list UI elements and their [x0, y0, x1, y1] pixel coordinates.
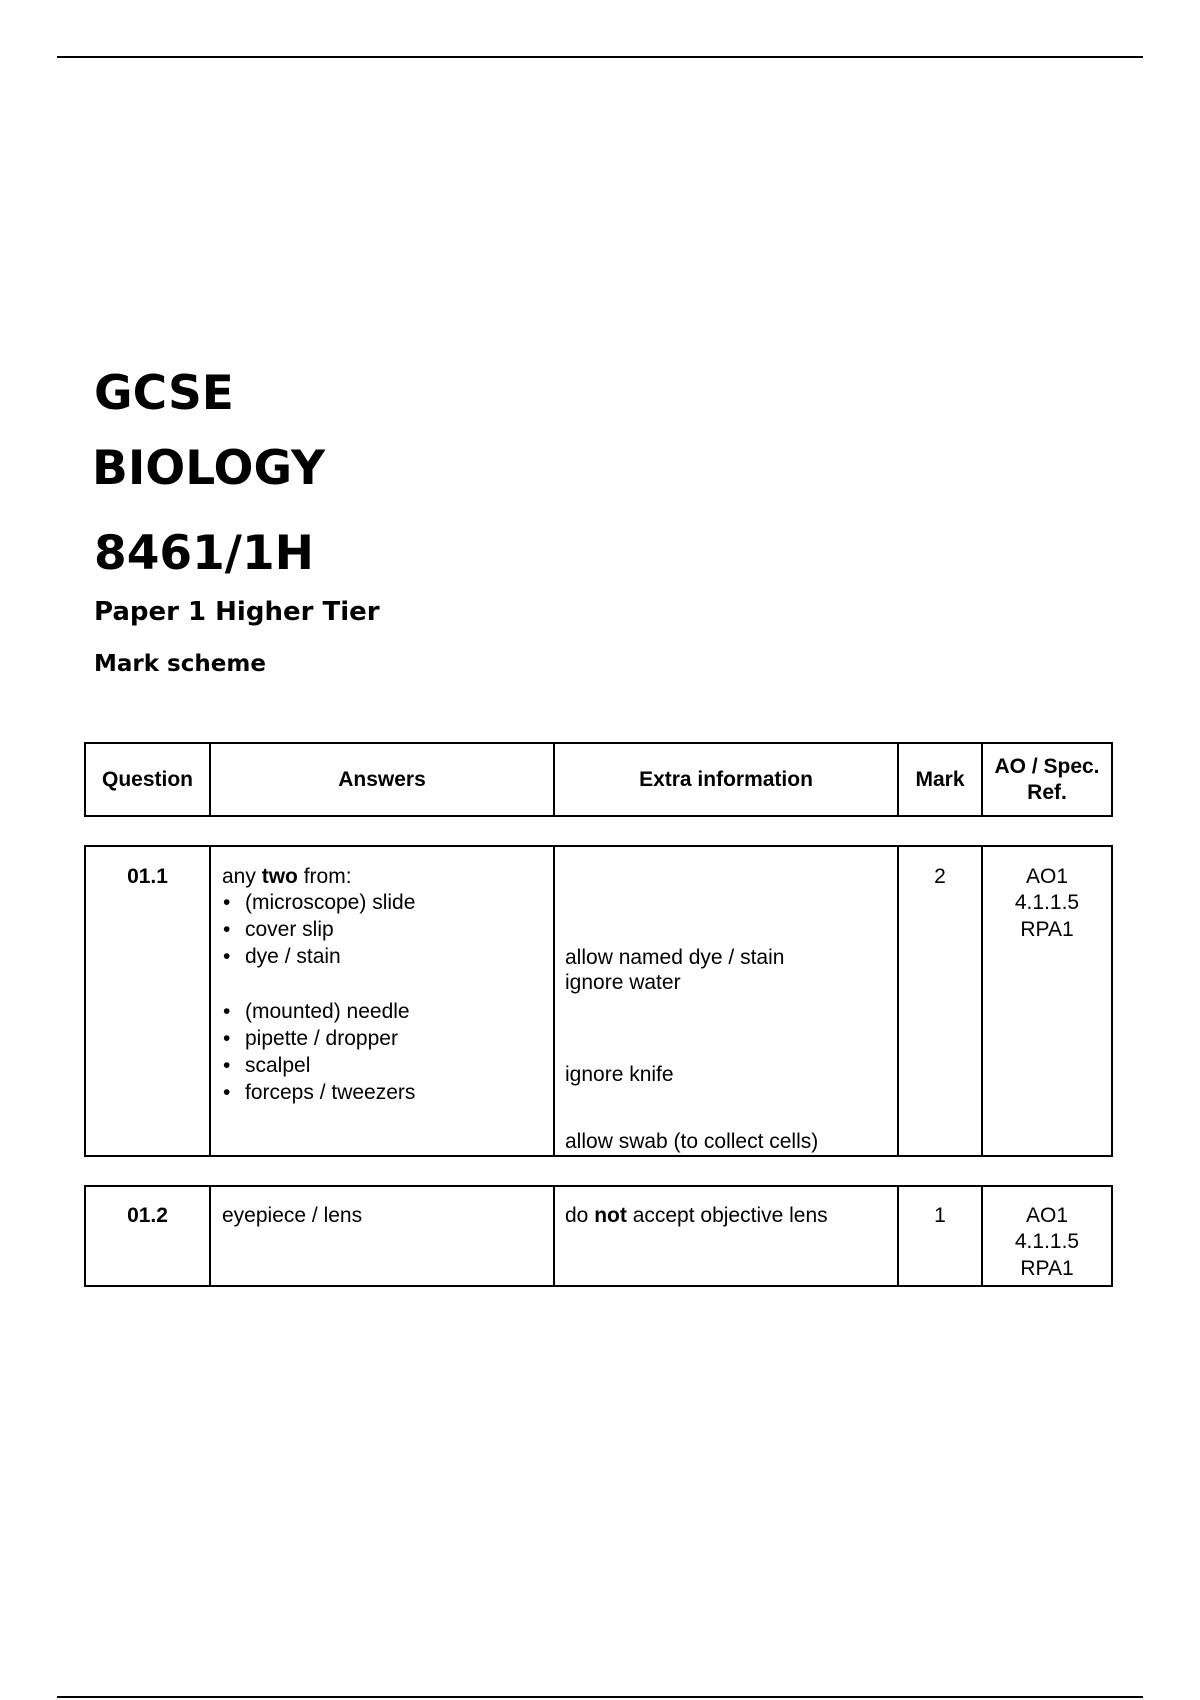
question-number: 01.2	[127, 1204, 168, 1227]
rpa-ref: RPA1	[1020, 918, 1074, 941]
extra-note-pre: do	[565, 1204, 595, 1227]
document-subtitle: Mark scheme	[94, 651, 266, 677]
extra-note: ignore water	[565, 971, 681, 994]
header-mark: Mark	[899, 744, 983, 815]
ao-spec-ref-cell	[983, 847, 1111, 1155]
list-item: • pipette / dropper	[245, 1025, 398, 1052]
answer-text: eyepiece / lens	[222, 1204, 363, 1227]
header-ao-line2: Ref.	[1027, 780, 1067, 804]
paper-code: 8461/1H	[94, 526, 315, 581]
list-item: • cover slip	[245, 916, 334, 943]
mark-value: 1	[934, 1204, 946, 1227]
mark-value: 2	[934, 865, 946, 888]
mark-cell	[899, 1187, 983, 1285]
extra-information-cell	[555, 1187, 899, 1285]
list-item: • (microscope) slide	[245, 889, 415, 916]
question-number: 01.1	[127, 865, 168, 888]
ao-ref: AO1	[1025, 865, 1069, 888]
table-header	[84, 742, 1113, 817]
extra-note-bold: not	[594, 1204, 627, 1227]
mark-cell	[899, 847, 983, 1155]
spec-ref: 4.1.1.5	[1014, 1230, 1080, 1253]
subject-heading: BIOLOGY	[92, 441, 326, 496]
extra-note: allow named dye / stain	[565, 946, 785, 969]
spec-ref: 4.1.1.5	[1014, 891, 1080, 914]
answers-cell	[211, 847, 555, 1155]
question-cell	[86, 1187, 211, 1285]
extra-note-post: accept objective lens	[626, 1204, 828, 1227]
document-title: GCSE	[94, 366, 234, 421]
header-question: Question	[86, 744, 211, 815]
list-item: • (mounted) needle	[245, 998, 410, 1025]
table-row	[84, 845, 1113, 1157]
extra-note: allow swab (to collect cells)	[565, 1130, 819, 1153]
header-extra-information: Extra information	[555, 744, 899, 815]
list-item: • scalpel	[245, 1052, 310, 1079]
list-item: • dye / stain	[245, 943, 341, 970]
list-item: • forceps / tweezers	[245, 1079, 415, 1106]
question-cell	[86, 847, 211, 1155]
paper-tier: Paper 1 Higher Tier	[94, 597, 380, 627]
header-answers: Answers	[211, 744, 555, 815]
extra-note: ignore knife	[565, 1063, 674, 1086]
header-ao-spec-ref	[983, 744, 1111, 815]
answers-cell	[211, 1187, 555, 1285]
answer-intro-post: from:	[297, 865, 352, 888]
ao-ref: AO1	[1025, 1204, 1069, 1227]
extra-information-cell	[555, 847, 899, 1155]
answer-intro-bold: two	[261, 865, 298, 888]
answer-intro	[222, 863, 352, 890]
table-row	[84, 1185, 1113, 1287]
ao-spec-ref-cell	[983, 1187, 1111, 1285]
extra-note	[565, 1202, 828, 1229]
bottom-rule	[57, 1696, 1143, 1698]
rpa-ref: RPA1	[1020, 1257, 1074, 1280]
header-ao-line1: AO / Spec.	[994, 755, 1100, 779]
answer-intro-pre: any	[222, 865, 262, 888]
top-rule	[57, 56, 1143, 58]
